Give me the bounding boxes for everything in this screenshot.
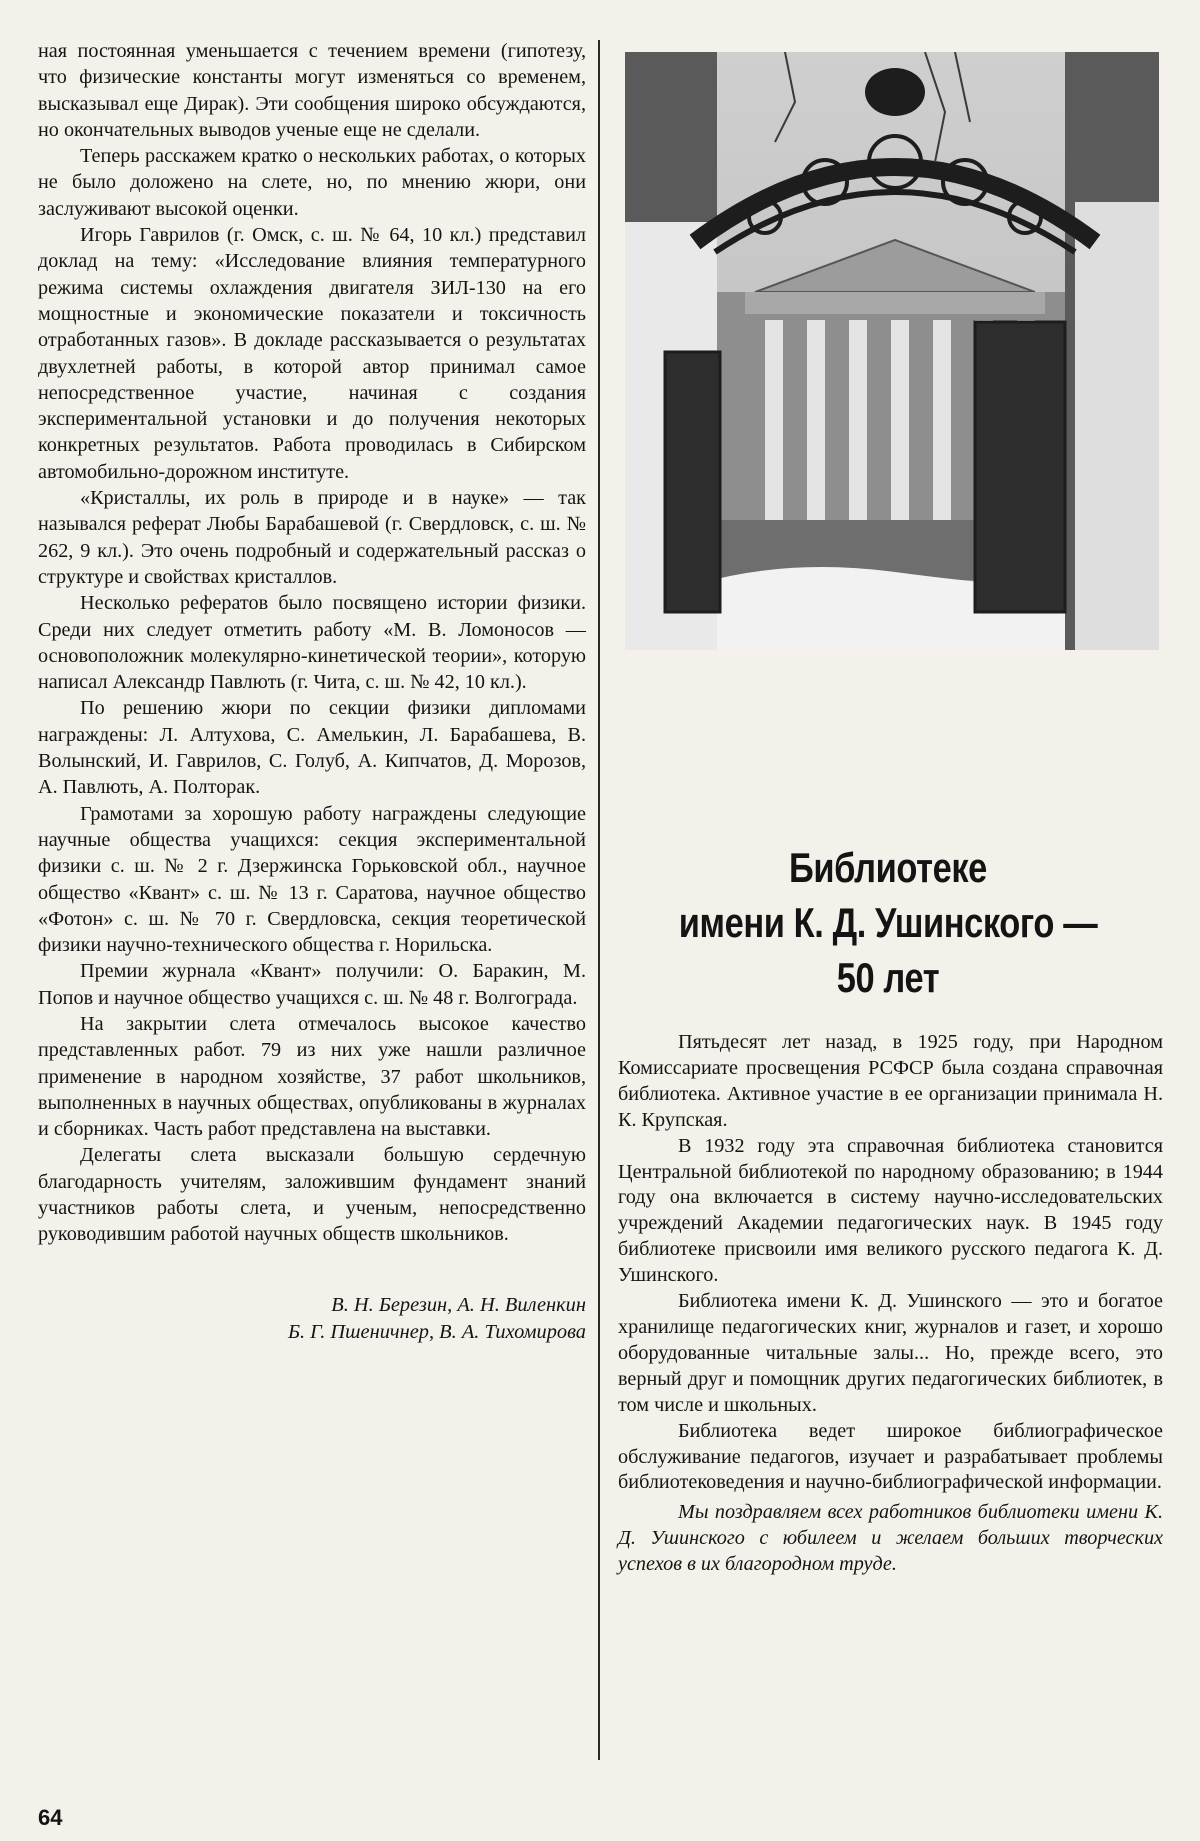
paragraph: На закрытии слета отмечалось высокое качество представленных работ. 79 из них уже нашли различное применение в народном хозяйстве, 37 работ школьников, выполненных в научных обществах, опубликованы в журналах и сборниках. Часть работ представлена на выставки.	[38, 1012, 586, 1141]
paragraph: ная постоянная уменьшается с течением времени (гипотезу, что физические константы могут изменяться со временем, высказывал еще Дирак). Эти сообщения широко обсуждаются, но окончательных выводов ученые еще не сделали.	[38, 40, 586, 141]
article-headline	[654, 840, 1121, 1005]
paragraph: Теперь расскажем кратко о нескольких работах, о которых не было доложено на слете, но, по мнению жюри, они заслуживают высокой оценки.	[38, 145, 586, 220]
column-divider	[598, 40, 600, 1760]
library-gate-photo	[625, 52, 1159, 650]
headline-line: Библиотеке	[789, 844, 987, 891]
paragraph: Игорь Гаврилов (г. Омск, с. ш. № 64, 10 кл.) представил доклад на тему: «Исследование влияния температурного режима системы охлаждения двигателя ЗИЛ-130 на его мощностные и экономические показатели и токсичность отработанных газов». В докладе рассказывается о результатах двухлетней работы, в которой автор принимал самое непосредственное участие, начиная с создания экспериментальной установки и до получения некоторых конкретных результатов. Работа проводилась в Сибирском автомобильно-дорожном институте.	[38, 224, 586, 483]
signature-line: Б. Г. Пшеничнер, В. А. Тихомирова	[287, 1320, 586, 1343]
headline-line: 50 лет	[836, 954, 940, 1001]
library-gate-illustration	[625, 52, 1159, 650]
paragraph: Несколько рефератов было посвящено истории физики. Среди них следует отметить работу «М. В. Ломоносов — основоположник молекулярно-кинетической теории», которую написал Александр Павлють (г. Чита, с. ш. № 42, 10 кл.).	[38, 592, 586, 694]
congratulation-text: Мы поздравляем всех работников библиотеки имени К. Д. Ушинского с юбилеем и желаем больших творческих успехов в их благородном труде.	[618, 1501, 1163, 1576]
paragraph: В 1932 году эта справочная библиотека становится Центральной библиотекой по народному образованию; в 1944 году она включается в систему научно-исследовательских учреждений Академии педагогических наук. В 1945 году библиотеке присвоили имя великого русского педагога К. Д. Ушинского.	[618, 1134, 1163, 1287]
paragraph: Библиотека имени К. Д. Ушинского — это и богатое хранилище педагогических книг, журналов и газет, и хорошо оборудованные читальные залы... Но, прежде всего, это верный друг и помощник других педагогических библиотек, в том числе и школьных.	[618, 1290, 1163, 1416]
paragraph: Грамотами за хорошую работу награждены следующие научные общества учащихся: секция экспериментальной физики с. ш. № 2 г. Дзержинска Горьковской обл., научное общество «Квант» с. ш. № 13 г. Саратова, научное общество «Фотон» с. ш. № 70 г. Свердловска, секция теоретической физики научно-технического общества г. Норильска.	[38, 802, 586, 957]
page-number: 64	[38, 1805, 63, 1830]
right-article-column	[618, 1030, 1163, 1578]
author-signatures	[38, 1292, 586, 1346]
paragraph: Премии журнала «Квант» получили: О. Баракин, М. Попов и научное общество учащихся с. ш. № 48 г. Волгограда.	[38, 960, 586, 1009]
headline-line: имени К. Д. Ушинского —	[678, 899, 1098, 946]
paragraph: Делегаты слета высказали большую сердечную благодарность учителям, заложившим фундамент знаний участников работы слета, и ученым, непосредственно руководившим работой научных обществ школьников.	[38, 1144, 586, 1246]
left-article-column	[38, 38, 586, 1346]
paragraph: Пятьдесят лет назад, в 1925 году, при Народном Комиссариате просвещения РСФСР была создана справочная библиотека. Активное участие в ее организации принимала Н. К. Крупская.	[618, 1031, 1163, 1131]
signature-line: В. Н. Березин, А. Н. Виленкин	[331, 1293, 586, 1316]
paragraph: По решению жюри по секции физики дипломами награждены: Л. Алтухова, С. Амелькин, Л. Барабашева, В. Волынский, И. Гаврилов, С. Голуб, А. Кипчатов, Д. Морозов, А. Павлють, А. Полторак.	[38, 697, 586, 799]
paragraph: «Кристаллы, их роль в природе и в науке» — так назывался реферат Любы Барабашевой (г. Свердловск, с. ш. № 262, 9 кл.). Это очень подробный и содержательный рассказ о структуре и свойствах кристаллов.	[38, 487, 586, 588]
paragraph: Библиотека ведет широкое библиографическое обслуживание педагогов, изучает и разрабатывает проблемы библиотековедения и научно-библиографической информации.	[618, 1419, 1163, 1494]
